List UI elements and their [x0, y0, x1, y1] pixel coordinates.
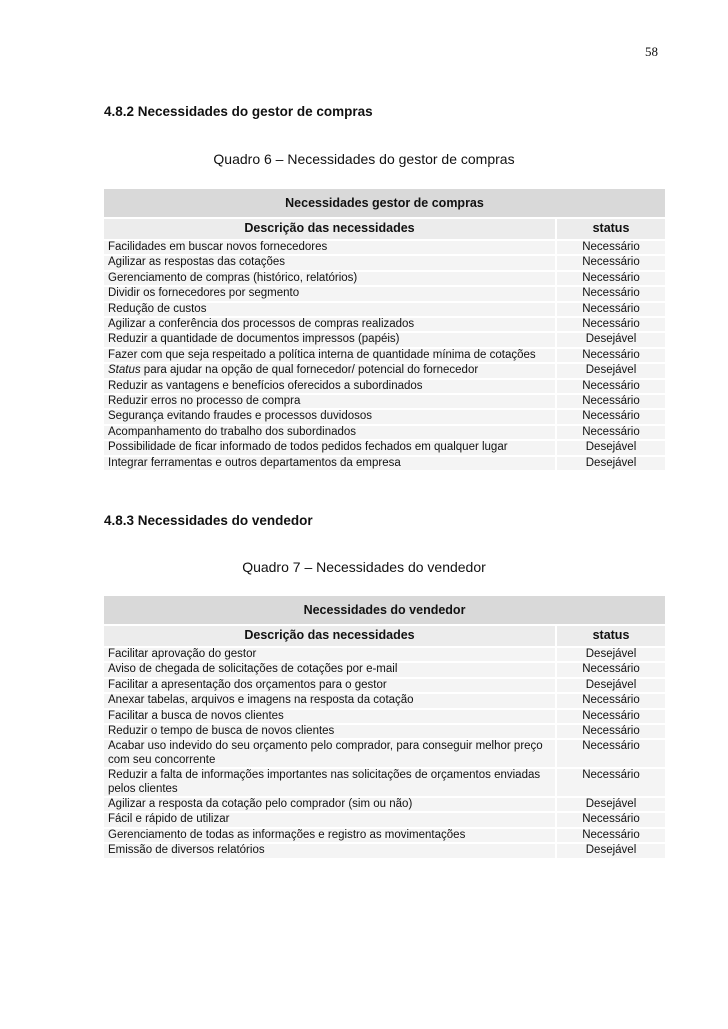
need-description — [104, 240, 556, 255]
need-status: Desejável — [556, 843, 665, 857]
table-row — [104, 709, 665, 724]
need-description-emphasis: Status — [108, 364, 141, 377]
table-row — [104, 317, 665, 332]
need-description — [104, 456, 556, 470]
table-row — [104, 332, 665, 347]
need-description — [104, 693, 556, 708]
need-description — [104, 797, 556, 812]
table-row — [104, 363, 665, 378]
page-number: 58 — [645, 44, 658, 59]
need-status: Necessário — [556, 317, 665, 332]
need-description — [104, 394, 556, 409]
need-status: Necessário — [556, 240, 665, 255]
table-row — [104, 379, 665, 394]
table-row — [104, 394, 665, 409]
need-description-text: Reduzir o tempo de busca de novos clientes — [108, 725, 335, 738]
need-status: Necessário — [556, 662, 665, 677]
need-description — [104, 768, 556, 797]
table-row — [104, 456, 665, 470]
need-description-text: Fácil e rápido de utilizar — [108, 813, 230, 826]
table-row — [104, 647, 665, 662]
need-description — [104, 271, 556, 286]
need-description-text: Possibilidade de ficar informado de todos pedidos fechados em qualquer lugar — [108, 441, 508, 454]
need-status: Necessário — [556, 425, 665, 440]
need-status: Desejável — [556, 363, 665, 378]
need-description — [104, 317, 556, 332]
need-description — [104, 302, 556, 317]
need-description — [104, 286, 556, 301]
need-description — [104, 348, 556, 363]
need-status: Necessário — [556, 724, 665, 739]
need-status: Necessário — [556, 394, 665, 409]
table-row — [104, 678, 665, 693]
need-description-text: Facilitar a busca de novos clientes — [108, 709, 284, 722]
need-description — [104, 662, 556, 677]
table-row — [104, 724, 665, 739]
table-row — [104, 255, 665, 270]
column-header-description: Descrição das necessidades — [104, 625, 556, 647]
need-description-text: Acabar uso indevido do seu orçamento pelo comprador, para conseguir melhor preço com seu concorrente — [108, 740, 543, 766]
table-caption-gestor: Quadro 6 – Necessidades do gestor de compras — [213, 151, 515, 167]
table-row — [104, 409, 665, 424]
need-description — [104, 709, 556, 724]
need-description — [104, 440, 556, 455]
need-status: Necessário — [556, 739, 665, 768]
need-status: Necessário — [556, 409, 665, 424]
table-row — [104, 240, 665, 255]
needs-table-gestor — [104, 189, 665, 470]
need-status: Necessário — [556, 255, 665, 270]
need-status: Desejável — [556, 797, 665, 812]
need-description — [104, 678, 556, 693]
need-status: Necessário — [556, 379, 665, 394]
column-header-status: status — [556, 218, 665, 240]
need-description-text: Aviso de chegada de solicitações de cotações por e-mail — [108, 663, 398, 676]
need-description — [104, 724, 556, 739]
need-description — [104, 843, 556, 857]
table-row — [104, 440, 665, 455]
need-status: Necessário — [556, 271, 665, 286]
table-row — [104, 843, 665, 857]
need-status: Necessário — [556, 286, 665, 301]
need-description — [104, 425, 556, 440]
section-heading-vendedor: 4.8.3 Necessidades do vendedor — [104, 513, 313, 528]
column-header-status: status — [556, 625, 665, 647]
need-description-text: Redução de custos — [108, 302, 207, 315]
need-status: Necessário — [556, 768, 665, 797]
table-title: Necessidades do vendedor — [104, 596, 665, 625]
need-description — [104, 363, 556, 378]
need-description — [104, 409, 556, 424]
need-status: Necessário — [556, 828, 665, 843]
need-status: Necessário — [556, 693, 665, 708]
need-description-text: Dividir os fornecedores por segmento — [108, 287, 300, 300]
need-description-text: Reduzir a falta de informações importantes nas solicitações de orçamentos enviadas pelos clientes — [108, 769, 541, 795]
need-description-text: Acompanhamento do trabalho dos subordinados — [108, 425, 357, 438]
need-description — [104, 812, 556, 827]
need-description-text: Facilitar aprovação do gestor — [108, 648, 257, 660]
table-row — [104, 693, 665, 708]
need-description-text: para ajudar na opção de qual fornecedor/ potencial do fornecedor — [140, 364, 479, 377]
need-description-text: Anexar tabelas, arquivos e imagens na resposta da cotação — [108, 694, 414, 707]
need-description-text: Emissão de diversos relatórios — [108, 844, 265, 857]
table-caption-vendedor: Quadro 7 – Necessidades do vendedor — [242, 559, 486, 575]
need-description — [104, 332, 556, 347]
need-status: Desejável — [556, 647, 665, 662]
table-row — [104, 425, 665, 440]
need-description-text: Fazer com que seja respeitado a política interna de quantidade mínima de cotações — [108, 348, 536, 361]
need-description — [104, 379, 556, 394]
need-description-text: Segurança evitando fraudes e processos duvidosos — [108, 410, 373, 423]
need-status: Necessário — [556, 302, 665, 317]
table-title: Necessidades gestor de compras — [104, 189, 665, 218]
need-description-text: Reduzir erros no processo de compra — [108, 395, 301, 408]
table-row — [104, 286, 665, 301]
table-row — [104, 348, 665, 363]
need-description-text: Facilidades em buscar novos fornecedores — [108, 241, 328, 253]
table-row — [104, 271, 665, 286]
need-status: Necessário — [556, 348, 665, 363]
need-status: Necessário — [556, 709, 665, 724]
need-description — [104, 739, 556, 768]
column-header-description: Descrição das necessidades — [104, 218, 556, 240]
table-row — [104, 302, 665, 317]
section-heading-gestor: 4.8.2 Necessidades do gestor de compras — [104, 104, 373, 119]
need-description-text: Reduzir a quantidade de documentos impressos (papéis) — [108, 333, 400, 346]
need-description-text: Agilizar a conferência dos processos de compras realizados — [108, 318, 415, 331]
table-row — [104, 828, 665, 843]
need-description-text: Gerenciamento de compras (histórico, relatórios) — [108, 271, 358, 284]
need-status: Desejável — [556, 678, 665, 693]
need-description — [104, 647, 556, 662]
need-description-text: Agilizar as respostas das cotações — [108, 256, 286, 269]
need-status: Necessário — [556, 812, 665, 827]
table-row — [104, 768, 665, 797]
table-row — [104, 739, 665, 768]
need-description-text: Gerenciamento de todas as informações e registro as movimentações — [108, 828, 466, 841]
need-status: Desejável — [556, 456, 665, 470]
table-row — [104, 662, 665, 677]
table-row — [104, 797, 665, 812]
need-description-text: Agilizar a resposta da cotação pelo comprador (sim ou não) — [108, 798, 413, 811]
need-description-text: Integrar ferramentas e outros departamentos da empresa — [108, 456, 401, 469]
need-status: Desejável — [556, 440, 665, 455]
need-description-text: Reduzir as vantagens e benefícios oferecidos a subordinados — [108, 379, 423, 392]
need-description-text: Facilitar a apresentação dos orçamentos para o gestor — [108, 678, 387, 691]
needs-table-vendedor — [104, 596, 665, 858]
need-status: Desejável — [556, 332, 665, 347]
need-description — [104, 255, 556, 270]
need-description — [104, 828, 556, 843]
table-row — [104, 812, 665, 827]
